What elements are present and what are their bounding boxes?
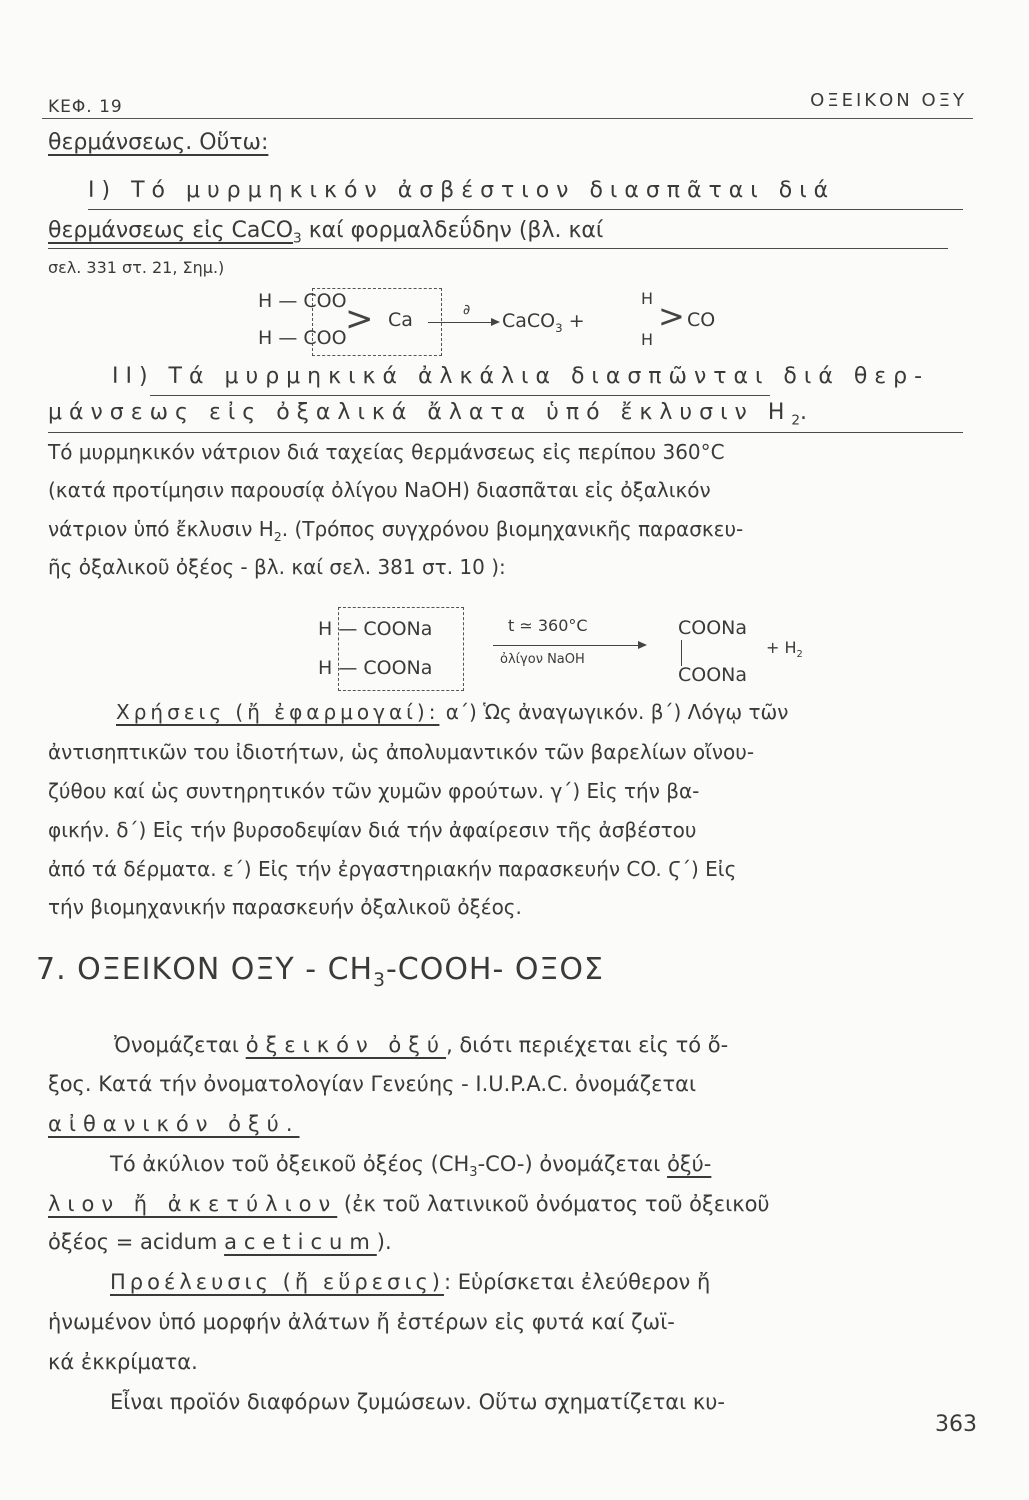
- text-line: τήν βιομηχανικήν παρασκευήν ὀξαλικοῦ ὀξέος.: [48, 895, 522, 919]
- text-line: ζύθου καί ὡς συντηρητικόν τῶν χυμῶν φρούτων. γ΄) Εἰς τήν βα-: [48, 779, 700, 803]
- condition-bottom: ὀλίγον NaOH: [500, 652, 585, 667]
- reaction-arrow: [428, 322, 498, 323]
- text-line: φικήν. δ΄) Εἰς τήν βυρσοδεψίαν διά τήν ἀφαίρεσιν τῆς ἀσβέστου: [48, 818, 697, 842]
- text-line: [48, 517, 743, 544]
- term-underlined: aceticum: [224, 1230, 377, 1254]
- uses-heading: Χρήσεις (ἤ ἐφαρμογαί):: [116, 700, 440, 724]
- text-line: [48, 218, 603, 246]
- running-title: ΟΞΕΙΚΟΝ ΟΞΥ: [810, 90, 967, 111]
- subscript: 3: [293, 230, 302, 247]
- text-fragment: .: [800, 400, 808, 425]
- text-line: σελ. 331 στ. 21, Σημ.): [48, 258, 225, 277]
- term-underlined: λιον ἤ ἀκετύλιον: [48, 1192, 338, 1216]
- reactant-formula-top: H — COO: [258, 290, 347, 312]
- text-fragment: θερμάνσεως. Οὕτω:: [48, 130, 269, 155]
- plus-hydrogen: [766, 638, 803, 660]
- reactant-formula-bottom: H — COONa: [318, 657, 433, 679]
- text-fragment: -CO-) ὀνομάζεται: [477, 1152, 668, 1176]
- origin-heading: Προέλευσις (ἤ εὕρεσις): [110, 1270, 444, 1294]
- text-line: [110, 1270, 710, 1294]
- text-fragment: ὀξέος = acidum: [48, 1230, 225, 1254]
- text-line: [116, 700, 788, 724]
- section-title: [36, 952, 604, 991]
- text-line: Τό μυρμηκικόν νάτριον διά ταχείας θερμάνσεως εἰς περίπου 360°C: [48, 440, 725, 464]
- condition-symbol: ∂: [463, 302, 471, 318]
- text-line: [48, 1230, 392, 1254]
- text-line: [88, 178, 835, 203]
- formula-part: CaCO: [502, 310, 556, 332]
- text-line: ἡνωμένον ὑπό μορφήν ἀλάτων ἤ ἐστέρων εἰς φυτά καί ζωϊ-: [48, 1310, 675, 1334]
- reactant-formula-top: H — COONa: [318, 618, 433, 640]
- bracket-sign: >: [345, 299, 374, 339]
- text-line: [48, 1112, 300, 1136]
- text-fragment: Ι) Τό μυρμηκικόν ἀσβέστιον διασπᾶται διά: [88, 178, 836, 203]
- text-fragment: μάνσεως εἰς ὀξαλικά ἄλατα ὑπό ἔκλυσιν H: [48, 400, 792, 425]
- product-formula: CO: [687, 309, 716, 331]
- text-fragment: Τό ἀκύλιον τοῦ ὀξεικοῦ ὀξέος (CH: [110, 1152, 470, 1176]
- underline-rule: [88, 209, 963, 210]
- hydrogen-top: H: [641, 289, 654, 308]
- subscript: 2: [796, 649, 803, 661]
- bond-line: [681, 640, 682, 666]
- subscript: 3: [555, 320, 563, 335]
- reactant-formula-bottom: H — COO: [258, 327, 347, 349]
- condition-top: t ≃ 360°C: [508, 616, 588, 635]
- underline-rule: [150, 395, 770, 396]
- text-line: [114, 1033, 728, 1057]
- text-line: κά ἐκκρίματα.: [48, 1350, 198, 1374]
- text-line: [48, 130, 268, 155]
- header-rule: [42, 118, 973, 119]
- subscript: 2: [273, 529, 282, 544]
- plus-sign: +: [568, 310, 585, 332]
- subscript: 3: [373, 970, 386, 991]
- bracket-sign: >: [658, 297, 685, 335]
- product-formula-top: COONa: [678, 617, 748, 639]
- product-formula-bottom: COONa: [678, 664, 748, 686]
- text-line: [110, 1152, 711, 1180]
- text-fragment: (ἐκ τοῦ λατινικοῦ ὀνόματος τοῦ ὀξεικοῦ: [337, 1192, 770, 1216]
- text-fragment: : Εὑρίσκεται ἐλεύθερον ἤ: [443, 1270, 711, 1294]
- term-underlined: ὀξύ-: [667, 1152, 712, 1176]
- text-line: (κατά προτίμησιν παρουσίᾳ ὀλίγου NaOH) διασπᾶται εἰς ὀξαλικόν: [48, 478, 711, 502]
- text-fragment: α΄) Ὡς ἀναγωγικόν. β΄) Λόγῳ τῶν: [439, 700, 789, 724]
- subscript: 3: [469, 1165, 478, 1181]
- text-line: ἀπό τά δέρματα. ε΄) Εἰς τήν ἐργαστηριακήν παρασκευήν CO. Ϛ΄) Εἰς: [48, 857, 737, 881]
- text-line: ῆς ὀξαλικοῦ ὀξέος - βλ. καί σελ. 381 στ. 10 ):: [48, 555, 506, 579]
- text-fragment: , διότι περιέχεται εἰς τό ὄ-: [446, 1033, 729, 1057]
- title-part: 7. ΟΞΕΙΚΟΝ ΟΞΥ - CH: [36, 952, 374, 987]
- chapter-label: ΚΕΦ. 19: [48, 97, 123, 117]
- text-line: [112, 364, 929, 389]
- text-fragment: καί φορμαλδεΰδην (βλ. καί: [301, 218, 604, 243]
- term-underlined: αἰθανικόν ὀξύ.: [48, 1112, 300, 1136]
- text-line: [48, 1192, 770, 1216]
- text-line: [48, 400, 807, 428]
- text-fragment: ).: [376, 1230, 392, 1254]
- text-fragment: . (Τρόπος συγχρόνου βιομηχανικῆς παρασκευ-: [281, 517, 744, 541]
- page-number: 363: [935, 1412, 977, 1437]
- text-fragment: Ὀνομάζεται: [114, 1033, 246, 1057]
- underline-rule: [48, 432, 963, 433]
- term-underlined: ὀξεικόν ὀξύ: [245, 1033, 447, 1057]
- subscript: 2: [791, 412, 801, 429]
- title-part: -COOH- ΟΞΟΣ: [385, 952, 604, 987]
- text-fragment: νάτριον ὑπό ἔκλυσιν H: [48, 517, 274, 541]
- text-fragment: θερμάνσεως εἰς CaCO: [48, 218, 294, 243]
- reaction-arrow: [493, 645, 645, 646]
- hydrogen-bottom: H: [641, 330, 654, 349]
- text-line: ξος. Κατά τήν ὀνοματολογίαν Γενεύης - I.U.P.A.C. ὀνομάζεται: [48, 1072, 697, 1096]
- underline-rule: [48, 248, 948, 249]
- product-formula: [502, 310, 585, 335]
- text-fragment: ΙΙ) Τά μυρμηκικά ἀλκάλια διασπῶνται διά θερ-: [112, 364, 930, 389]
- text-line: ἀντισηπτικῶν του ἰδιοτήτων, ὡς ἀπολυμαντικόν τῶν βαρελίων οἴνου-: [48, 740, 755, 764]
- formula-part: + H: [766, 638, 797, 657]
- metal-symbol: Ca: [388, 309, 413, 331]
- text-line: Εἶναι προϊόν διαφόρων ζυμώσεων. Οὕτω σχηματίζεται κυ-: [110, 1390, 726, 1414]
